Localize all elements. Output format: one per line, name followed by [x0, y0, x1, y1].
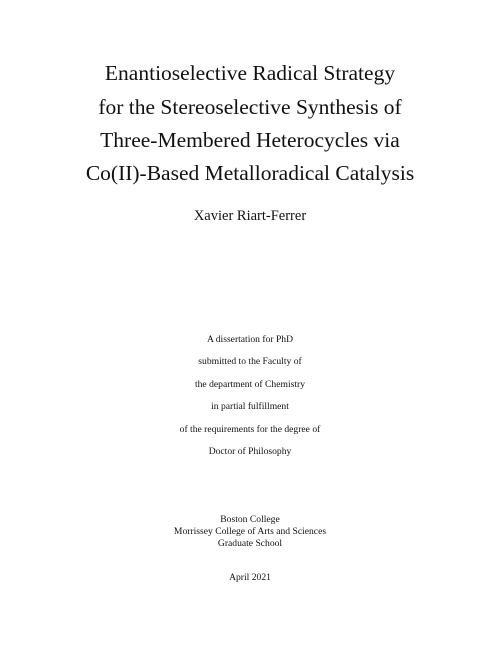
dissertation-line-4: in partial fulfillment	[211, 401, 289, 412]
title-line-2: for the Stereoselective Synthesis of	[98, 95, 402, 119]
institution-line-1: Boston College	[220, 514, 280, 525]
dissertation-line-5: of the requirements for the degree of	[179, 424, 321, 435]
submission-date: April 2021	[229, 572, 271, 583]
institution-line-2: Morrissey College of Arts and Sciences	[173, 526, 327, 537]
title-line-1: Enantioselective Radical Strategy	[104, 61, 396, 85]
title-line-3: Three-Membered Heterocycles via	[100, 128, 400, 152]
institution-line-3: Graduate School	[217, 538, 283, 549]
dissertation-line-3: the department of Chemistry	[194, 379, 306, 390]
dissertation-line-1: A dissertation for PhD	[206, 334, 294, 345]
author-name: Xavier Riart-Ferrer	[193, 208, 307, 224]
dissertation-line-2: submitted to the Faculty of	[198, 356, 302, 367]
dissertation-line-6: Doctor of Philosophy	[208, 446, 292, 457]
title-line-4: Co(II)-Based Metalloradical Catalysis	[85, 161, 415, 185]
